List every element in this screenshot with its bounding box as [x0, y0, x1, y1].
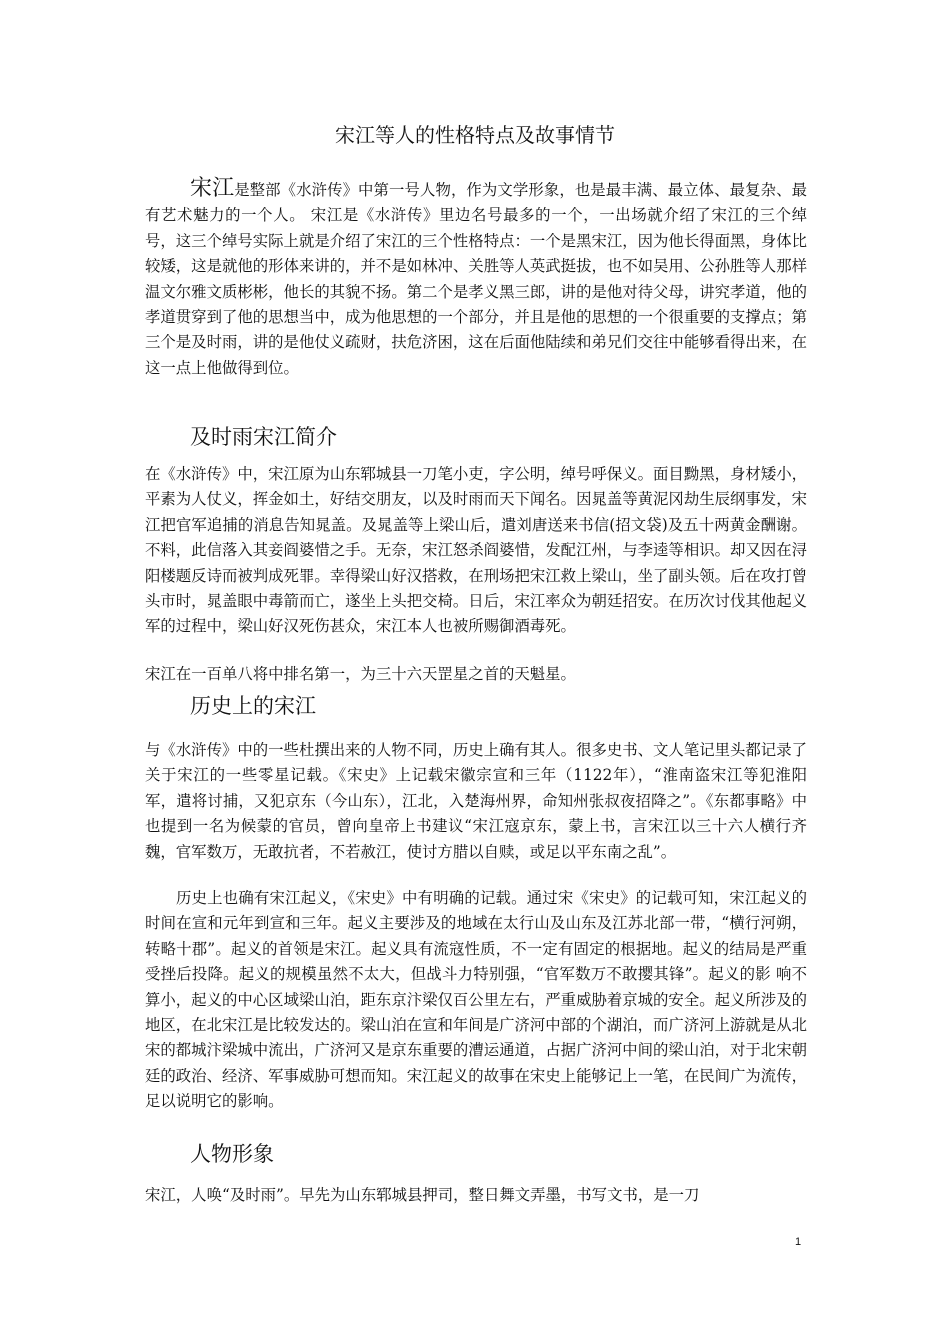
intro-text: 是整部《水浒传》中第一号人物，作为文学形象，也是最丰满、最立体、最复杂、最有艺术魅力的一个人。 宋江是《水浒传》里边名号最多的一个，一出场就介绍了宋江的三个绰号，这三个绰号实际上就是介绍了宋江的三个性格特点：一个是黑宋江，因为他长得面黑，身体比较矮，这是就他的形体来讲的，并不是如林冲、关胜等人英武挺拔，也不如吴用、公孙胜等人那样温文尔雅文质彬彬，他长的其貌不扬。第二个是孝义黑三郎，讲的是他对待父母，讲究孝道，他的孝道贯穿到了他的思想当中，成为他思想的一个部分，并且是他的思想的一个很重要的支撑点；第三个是及时雨，讲的是他仗义疏财，扶危济困，这在后面他陆续和弟兄们交往中能够看得出来，在这一点上他做得到位。: [145, 181, 807, 377]
section3-paragraph-1: 宋江，人唤“及时雨”。早先为山东郓城县押司，整日舞文弄墨，书写文书，是一刀: [145, 1186, 700, 1204]
section1-paragraph-2: 宋江在一百单八将中排名第一，为三十六天罡星之首的天魁星。: [145, 665, 576, 683]
section-heading-jishiyu: 及时雨宋江简介: [190, 425, 337, 449]
intro-lead-word: 宋江: [190, 176, 235, 201]
section-heading-history: 历史上的宋江: [190, 694, 316, 718]
page-number: 1: [795, 1236, 802, 1248]
intro-paragraph: [145, 176, 807, 381]
section2-paragraph-1: 与《水浒传》中的一些杜撰出来的人物不同，历史上确有其人。很多史书、文人笔记里头都记录了关于宋江的一些零星记载。《宋史》上记载宋徽宗宣和三年（1122年），“淮南盗宋江等犯淮阳军，遣将讨捕，又犯京东（今山东），江北，入楚海州界，命知州张叔夜招降之”。《东都事略》中也提到一名为候蒙的官员，曾向皇帝上书建议“宋江寇京东，蒙上书，言宋江以三十六人横行齐魏，官军数万，无敢抗者，不若赦江，使讨方腊以自赎，或足以平东南之乱”。: [145, 741, 807, 861]
section-heading-character: 人物形象: [190, 1142, 274, 1166]
document-title: 宋江等人的性格特点及故事情节: [335, 123, 615, 147]
section2-paragraph-2: 历史上也确有宋江起义，《宋史》中有明确的记载。通过宋《宋史》的记载可知，宋江起义的时间在宣和元年到宣和三年。起义主要涉及的地域在太行山及山东及江苏北部一带，“横行河朔，转略十郡”。起义的首领是宋江。起义具有流寇性质，不一定有固定的根据地。起义的结局是严重受挫后投降。起义的规模虽然不太大，但战斗力特别强，“官军数万不敢撄其锋”。起义的影 响不算小，起义的中心区域梁山泊，距东京汴梁仅百公里左右，严重威胁着京城的安全。起义所涉及的地区，在北宋江是比较发达的。梁山泊在宣和年间是广济河中部的个湖泊，而广济河上游就是从北宋的都城汴梁城中流出，广济河又是京东重要的漕运通道，占据广济河中间的梁山泊，对于北宋朝廷的政治、经济、军事威胁可想而知。宋江起义的故事在宋史上能够记上一笔，在民间广为流传，足以说明它的影响。: [145, 889, 807, 1111]
section1-paragraph-1: 在《水浒传》中，宋江原为山东郓城县一刀笔小吏，字公明，绰号呼保义。面目黝黑，身材矮小，平素为人仗义，挥金如土，好结交朋友，以及时雨而天下闻名。因晁盖等黄泥冈劫生辰纲事发，宋江把官军追捕的消息告知晁盖。及晁盖等上梁山后，遣刘唐送来书信(招文袋)及五十两黄金酬谢。不料，此信落入其妾阎婆惜之手。无奈，宋江怒杀阎婆惜，发配江州，与李逵等相识。却又因在浔阳楼题反诗而被判成死罪。幸得梁山好汉搭救，在刑场把宋江救上梁山，坐了副头领。后在攻打曾头市时，晁盖眼中毒箭而亡，遂坐上头把交椅。日后，宋江率众为朝廷招安。在历次讨伐其他起义军的过程中，梁山好汉死伤甚众，宋江本人也被所赐御酒毒死。: [145, 465, 807, 636]
